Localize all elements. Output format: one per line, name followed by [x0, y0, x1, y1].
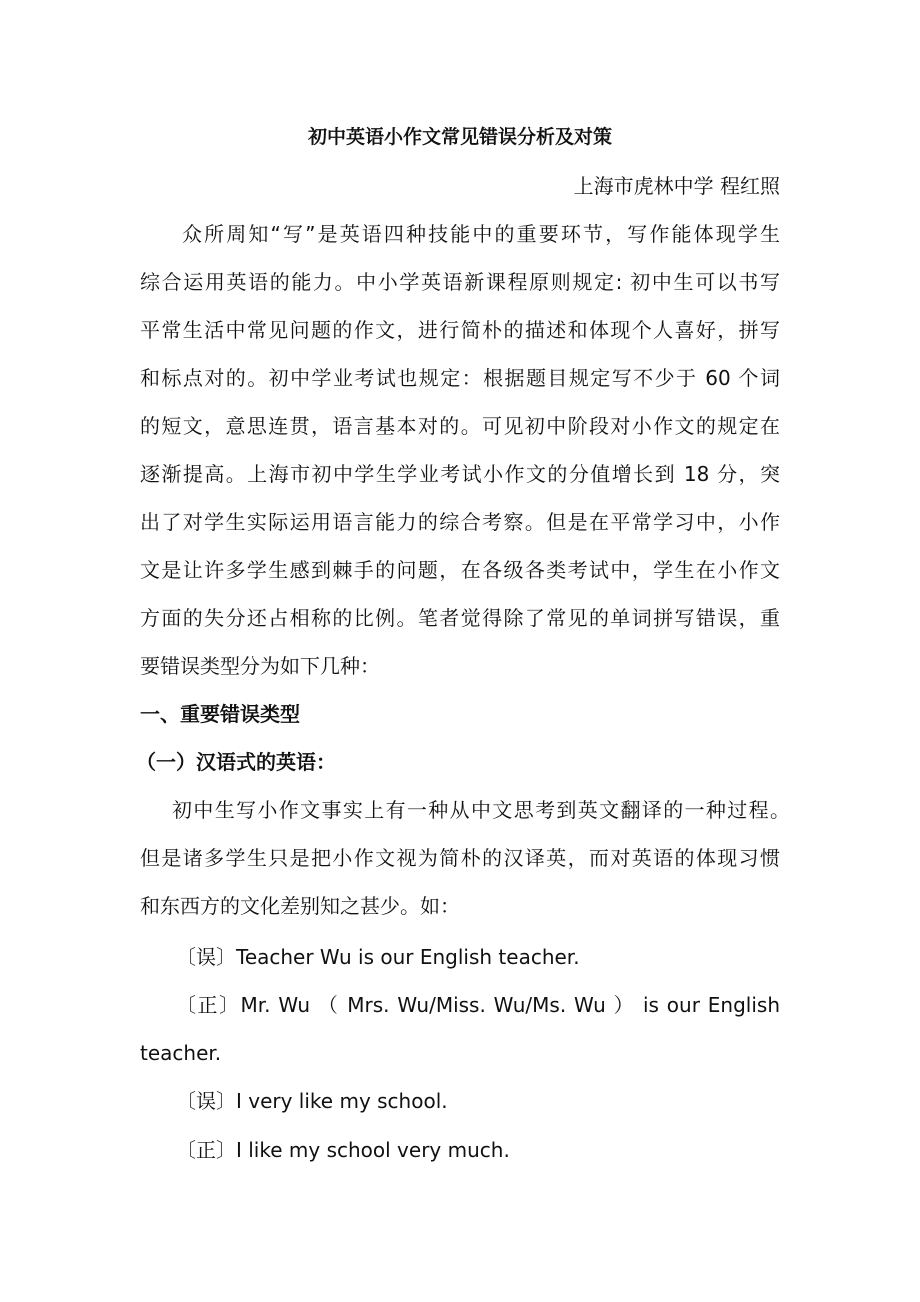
paragraph-line: 综合运用英语的能力。中小学英语新课程原则规定: 初中生可以书写 [140, 270, 780, 294]
paragraph-line: 众所周知“写”是英语四种技能中的重要环节，写作能体现学生 [182, 222, 780, 246]
paragraph-line: 的短文，意思连贯，语言基本对的。可见初中阶段对小作文的规定在 [140, 414, 780, 438]
author-line: 上海市虎林中学 程红照 [573, 174, 780, 198]
paragraph-line: 文是让许多学生感到棘手的问题，在各级各类考试中，学生在小作文 [140, 558, 780, 582]
example-correct-cont: teacher. [140, 1041, 222, 1065]
paragraph-line: 要错误类型分为如下几种： [140, 654, 380, 678]
paragraph-line: 平常生活中常见问题的作文，进行简朴的描述和体现个人喜好，拼写 [140, 318, 780, 342]
paragraph-line: 方面的失分还占相称的比例。笔者觉得除了常见的单词拼写错误，重 [140, 606, 780, 630]
paragraph-line: 和标点对的。初中学业考试也规定：根据题目规定写不少于 60 个词 [140, 366, 780, 390]
subsection-heading: （一）汉语式的英语： [136, 750, 336, 774]
example-wrong: 〔误〕Teacher Wu is our English teacher. [176, 945, 580, 969]
paragraph-line: 和东西方的文化差别知之甚少。如： [140, 894, 460, 918]
paragraph-line: 但是诸多学生只是把小作文视为简朴的汉译英，而对英语的体现习惯 [140, 846, 780, 870]
paragraph-line: 出了对学生实际运用语言能力的综合考察。但是在平常学习中，小作 [140, 510, 780, 534]
document-title: 初中英语小作文常见错误分析及对策 [307, 126, 612, 148]
paragraph-line: 逐渐提高。上海市初中学生学业考试小作文的分值增长到 18 分，突 [140, 462, 780, 486]
example-correct: 〔正〕Mr. Wu （ Mrs. Wu/Miss. Wu/Ms. Wu ） is our English [176, 993, 780, 1017]
paragraph-line: 初中生写小作文事实上有一种从中文思考到英文翻译的一种过程。 [172, 798, 790, 822]
example-correct: 〔正〕I like my school very much. [176, 1138, 510, 1162]
example-wrong: 〔误〕I very like my school. [176, 1089, 448, 1113]
section-heading: 一、重要错误类型 [140, 702, 300, 726]
